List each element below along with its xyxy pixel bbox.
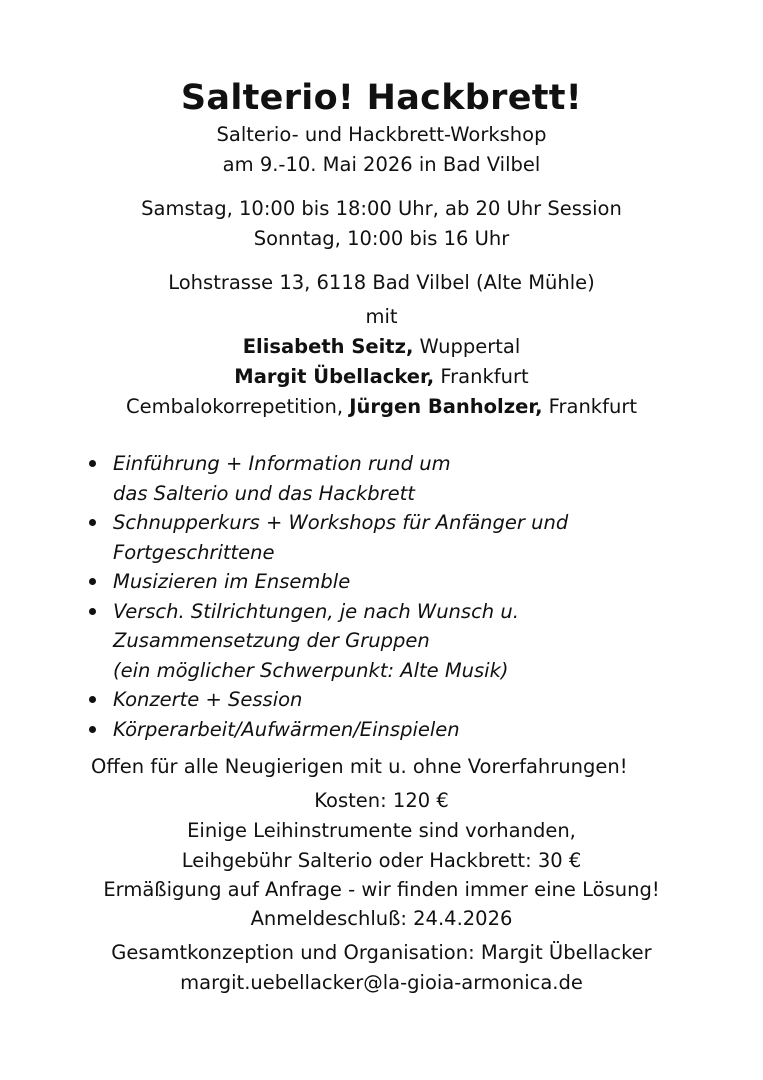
- teacher-line: [0, 332, 763, 362]
- date-line: am 9.-10. Mai 2026 in Bad Vilbel: [222, 153, 541, 176]
- list-item-text: Einführung + Information rund um das Salterio und das Hackbrett: [113, 452, 451, 505]
- bullet-icon: [89, 608, 96, 615]
- list-item-text: Versch. Stilrichtungen, je nach Wunsch u. Zusammensetzung der Gruppen (ein möglicher Schwerpunkt: Alte Musik): [113, 599, 519, 682]
- bullet-icon: [89, 726, 96, 733]
- bullet-icon: [89, 460, 96, 467]
- discount: Ermäßigung auf Anfrage - wir finden immer eine Lösung!: [103, 878, 660, 901]
- bullet-icon: [89, 519, 96, 526]
- list-item-text: Konzerte + Session: [113, 688, 303, 711]
- teacher-place: Wuppertal: [413, 335, 521, 358]
- list-item-text: Körperarbeit/Aufwärmen/Einspielen: [113, 717, 460, 741]
- bullet-icon: [89, 578, 96, 585]
- subtitle: Salterio- und Hackbrett-Workshop: [216, 123, 547, 146]
- contact-email[interactable]: margit.uebellacker@la-gioia-armonica.de: [180, 971, 583, 994]
- teacher-name: Elisabeth Seitz,: [242, 335, 414, 358]
- list-item-text: Schnupperkurs + Workshops für Anfänger und Fortgeschrittene: [113, 511, 569, 564]
- mit-label: mit: [365, 305, 398, 328]
- cost: Kosten: 120 €: [314, 789, 449, 812]
- cembalo-line: [0, 392, 763, 422]
- schedule-saturday: Samstag, 10:00 bis 18:00 Uhr, ab 20 Uhr Session: [141, 197, 622, 220]
- list-item: [86, 567, 726, 597]
- list-item-text: Musizieren im Ensemble: [113, 570, 351, 593]
- open-for-all: Offen für alle Neugierigen mit u. ohne Vorerfahrungen!: [91, 755, 628, 778]
- bullet-icon: [89, 696, 96, 703]
- list-item: [86, 508, 726, 567]
- cembalo-prefix: Cembalokorrepetition,: [126, 395, 350, 418]
- organisation: Gesamtkonzeption und Organisation: Margit Übellacker: [111, 941, 652, 964]
- rental-fee: Leihgebühr Salterio oder Hackbrett: 30 €: [181, 849, 582, 872]
- teacher-place: Frankfurt: [434, 365, 529, 388]
- schedule-sunday: Sonntag, 10:00 bis 16 Uhr: [253, 227, 510, 250]
- cembalo-name: Jürgen Banholzer,: [349, 395, 543, 418]
- page-title: Salterio! Hackbrett!: [180, 78, 583, 118]
- list-item: [86, 715, 726, 745]
- list-item: [86, 449, 726, 508]
- cembalo-place: Frankfurt: [542, 395, 637, 418]
- list-item: [86, 597, 726, 686]
- address: Lohstrasse 13, 6118 Bad Vilbel (Alte Mühle): [168, 271, 595, 294]
- workshop-content-list: [86, 449, 726, 744]
- list-item: [86, 685, 726, 715]
- instruments-available: Einige Leihinstrumente sind vorhanden,: [187, 819, 576, 842]
- registration-deadline: Anmeldeschluß: 24.4.2026: [250, 907, 513, 930]
- teacher-name: Margit Übellacker,: [234, 365, 435, 388]
- teacher-line: [0, 362, 763, 392]
